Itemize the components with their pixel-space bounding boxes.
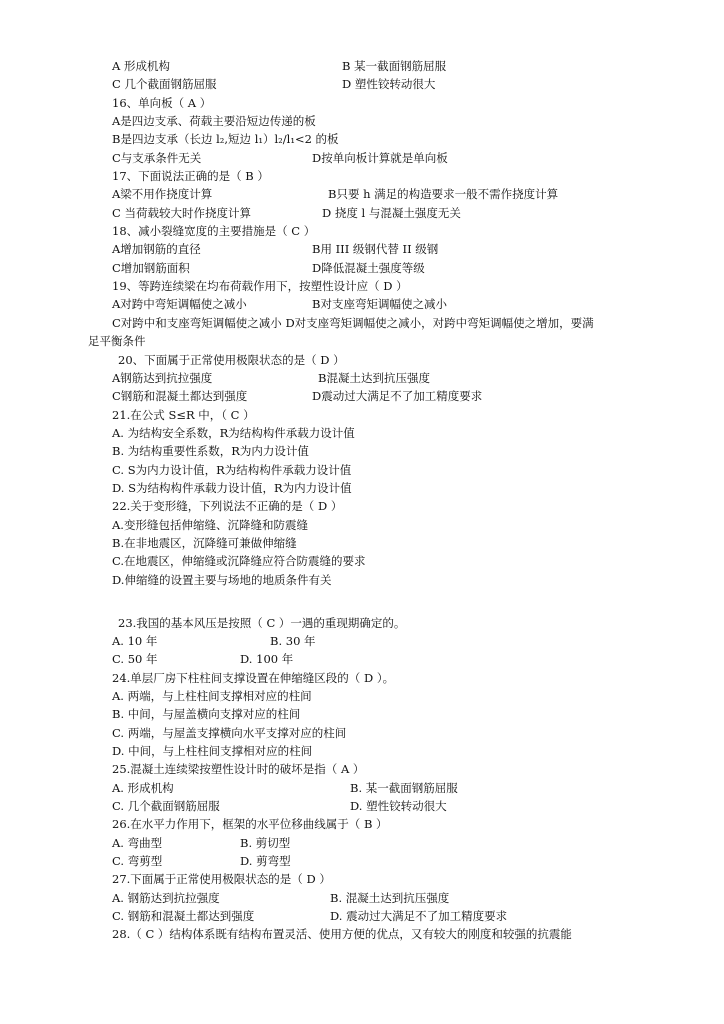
text-line xyxy=(112,186,559,202)
text-line xyxy=(112,651,294,667)
text-line-left: 20、下面属于正常使用极限状态的是（ D ） xyxy=(118,353,345,367)
text-line-left: A 形成机构 xyxy=(112,59,170,73)
text-line xyxy=(88,333,146,349)
text-line-left: C与支承条件无关 xyxy=(112,151,202,165)
text-line xyxy=(112,223,315,239)
text-line xyxy=(112,498,342,514)
text-line xyxy=(112,370,430,386)
text-line xyxy=(112,462,351,478)
text-line-left: 24.单层厂房下柱柱间支撑设置在伸缩缝区段的（ D ）。 xyxy=(112,671,395,685)
text-line-left: 26.在水平力作用下，框架的水平位移曲线属于（ B ） xyxy=(112,817,388,831)
text-line-left: 18、减小裂缝宽度的主要措施是（ C ） xyxy=(112,224,316,238)
text-line-left: B. 为结构重要性系数，R为内力设计值 xyxy=(112,444,309,458)
text-line-right: B. 混凝土达到抗压强度 xyxy=(330,891,450,905)
text-line-left: C. 几个截面钢筋屈服 xyxy=(112,799,220,813)
text-line xyxy=(112,743,312,759)
text-line-left: B.在非地震区，沉降缝可兼做伸缩缝 xyxy=(112,536,297,550)
text-line-right: D震动过大满足不了加工精度要求 xyxy=(312,389,483,403)
text-line-left: C. 两端，与屋盖支撑横向水平支撑对应的柱间 xyxy=(112,726,347,740)
text-line-left: C. 钢筋和混凝土都达到强度 xyxy=(112,909,255,923)
text-line xyxy=(112,443,309,459)
text-line-left: A是四边支承、荷载主要沿短边传递的板 xyxy=(112,114,316,128)
text-line xyxy=(112,908,508,924)
text-line-left: A梁不用作挠度计算 xyxy=(112,187,213,201)
text-line-left: C 几个截面钢筋屈服 xyxy=(112,77,217,91)
text-line xyxy=(112,296,447,312)
text-line-left: 27.下面属于正常使用极限状态的是（ D ） xyxy=(112,872,331,886)
text-line-right: B 某一截面钢筋屈服 xyxy=(342,59,447,73)
text-line-right: D 挠度 l 与混凝土强度无关 xyxy=(322,206,461,220)
text-line xyxy=(112,58,447,74)
text-line-right: B. 某一截面钢筋屈服 xyxy=(350,781,458,795)
text-line-left: D. 中间，与上柱柱间支撑相对应的柱间 xyxy=(112,744,313,758)
text-line-left: A.变形缝包括伸缩缝、沉降缝和防震缝 xyxy=(112,518,308,532)
text-line-left: C.在地震区，伸缩缝或沉降缝应符合防震缝的要求 xyxy=(112,554,366,568)
text-line-left: A. 10 年 xyxy=(112,634,158,648)
text-line-left: C. 弯剪型 xyxy=(112,854,163,868)
text-line xyxy=(112,278,408,294)
text-line xyxy=(112,113,316,129)
text-line-left: C. S为内力设计值，R为结构构件承载力设计值 xyxy=(112,463,352,477)
text-line-left: A. 为结构安全系数，R为结构构件承载力设计值 xyxy=(112,426,355,440)
text-line xyxy=(112,517,308,533)
text-line xyxy=(112,871,331,887)
text-line xyxy=(118,615,405,631)
text-line-right: D. 剪弯型 xyxy=(240,854,291,868)
text-line-left: B. 中间，与屋盖横向支撑对应的柱间 xyxy=(112,707,301,721)
text-line-left: A. 两端，与上柱柱间支撑相对应的柱间 xyxy=(112,689,312,703)
text-line xyxy=(112,425,355,441)
text-line xyxy=(112,798,447,814)
text-line-right: D降低混凝土强度等级 xyxy=(312,261,425,275)
text-line xyxy=(112,388,483,404)
text-line xyxy=(112,76,436,92)
text-line-right: B. 剪切型 xyxy=(240,836,291,850)
text-line xyxy=(112,535,297,551)
text-line-right: D 塑性铰转动很大 xyxy=(342,77,436,91)
text-line xyxy=(112,131,339,147)
text-line xyxy=(112,853,291,869)
text-line xyxy=(112,670,394,686)
text-line-left: A. 钢筋达到抗拉强度 xyxy=(112,891,220,905)
text-line xyxy=(118,352,345,368)
text-line-right: B对支座弯矩调幅使之减小 xyxy=(312,297,447,311)
text-line-left: 28.（ C ）结构体系既有结构布置灵活、使用方便的优点，又有较大的刚度和较强的抗震能 xyxy=(112,927,572,941)
text-line xyxy=(112,761,364,777)
text-line xyxy=(112,241,439,257)
text-line-left: 21.在公式 S≤R 中，（ C ） xyxy=(112,408,255,422)
text-line xyxy=(112,553,366,569)
text-line-right: D. 震动过大满足不了加工精度要求 xyxy=(330,909,508,923)
text-line xyxy=(112,706,300,722)
text-line-left: A增加钢筋的直径 xyxy=(112,242,201,256)
text-line-left: 22.关于变形缝，下列说法不正确的是（ D ） xyxy=(112,499,343,513)
text-line-right: B只要 h 满足的构造要求一般不需作挠度计算 xyxy=(328,187,559,201)
text-line-left: 23.我国的基本风压是按照（ C ）一遇的重现期确定的。 xyxy=(118,616,406,630)
text-line xyxy=(112,816,388,832)
text-line-left: D.伸缩缝的设置主要与场地的地质条件有关 xyxy=(112,573,332,587)
text-line xyxy=(112,688,312,704)
text-line xyxy=(112,926,572,942)
text-line-right: B混凝土达到抗压强度 xyxy=(318,371,430,385)
text-line-left: 足平衡条件 xyxy=(88,334,146,348)
text-line xyxy=(112,480,352,496)
text-line xyxy=(112,150,448,166)
text-line-left: 19、等跨连续梁在均布荷载作用下，按塑性设计应（ D ） xyxy=(112,279,408,293)
text-line-left: B是四边支承（长边 l₂,短边 l₁）l₂/l₁<2 的板 xyxy=(112,132,339,146)
text-line xyxy=(112,205,461,221)
text-line-right: D. 塑性铰转动很大 xyxy=(350,799,447,813)
text-line xyxy=(112,95,211,111)
text-line-left: A. 弯曲型 xyxy=(112,836,163,850)
text-line xyxy=(112,725,346,741)
text-line xyxy=(112,835,291,851)
text-line xyxy=(112,633,316,649)
text-line-left: 17、下面说法正确的是（ B ） xyxy=(112,169,269,183)
text-line xyxy=(112,315,594,331)
text-line-left: C. 50 年 xyxy=(112,652,158,666)
text-line-left: A对跨中弯矩调幅使之减小 xyxy=(112,297,247,311)
text-line-left: C钢筋和混凝土都达到强度 xyxy=(112,389,248,403)
text-line-left: C增加钢筋面积 xyxy=(112,261,190,275)
text-line-left: A. 形成机构 xyxy=(112,781,174,795)
text-line-left: 25.混凝土连续梁按塑性设计时的破坏是指（ A ） xyxy=(112,762,365,776)
text-line-left: D. S为结构构件承载力设计值，R为内力设计值 xyxy=(112,481,352,495)
text-line xyxy=(112,572,331,588)
text-line xyxy=(112,260,425,276)
text-line-left: 16、单向板（ A ） xyxy=(112,96,212,110)
text-line xyxy=(112,890,450,906)
text-line xyxy=(112,780,458,796)
text-line xyxy=(112,168,269,184)
text-line-right: B. 30 年 xyxy=(270,634,316,648)
text-line-left: C对跨中和支座弯矩调幅使之减小 D对支座弯矩调幅使之减小，对跨中弯矩调幅使之增加，要满 xyxy=(112,316,594,330)
text-line xyxy=(112,407,255,423)
text-line-left: C 当荷载较大时作挠度计算 xyxy=(112,206,251,220)
text-line-left: A钢筋达到抗拉强度 xyxy=(112,371,213,385)
text-line-right: D. 100 年 xyxy=(240,652,294,666)
text-line-right: B用 III 级钢代替 II 级钢 xyxy=(312,242,439,256)
text-line-right: D按单向板计算就是单向板 xyxy=(312,151,448,165)
